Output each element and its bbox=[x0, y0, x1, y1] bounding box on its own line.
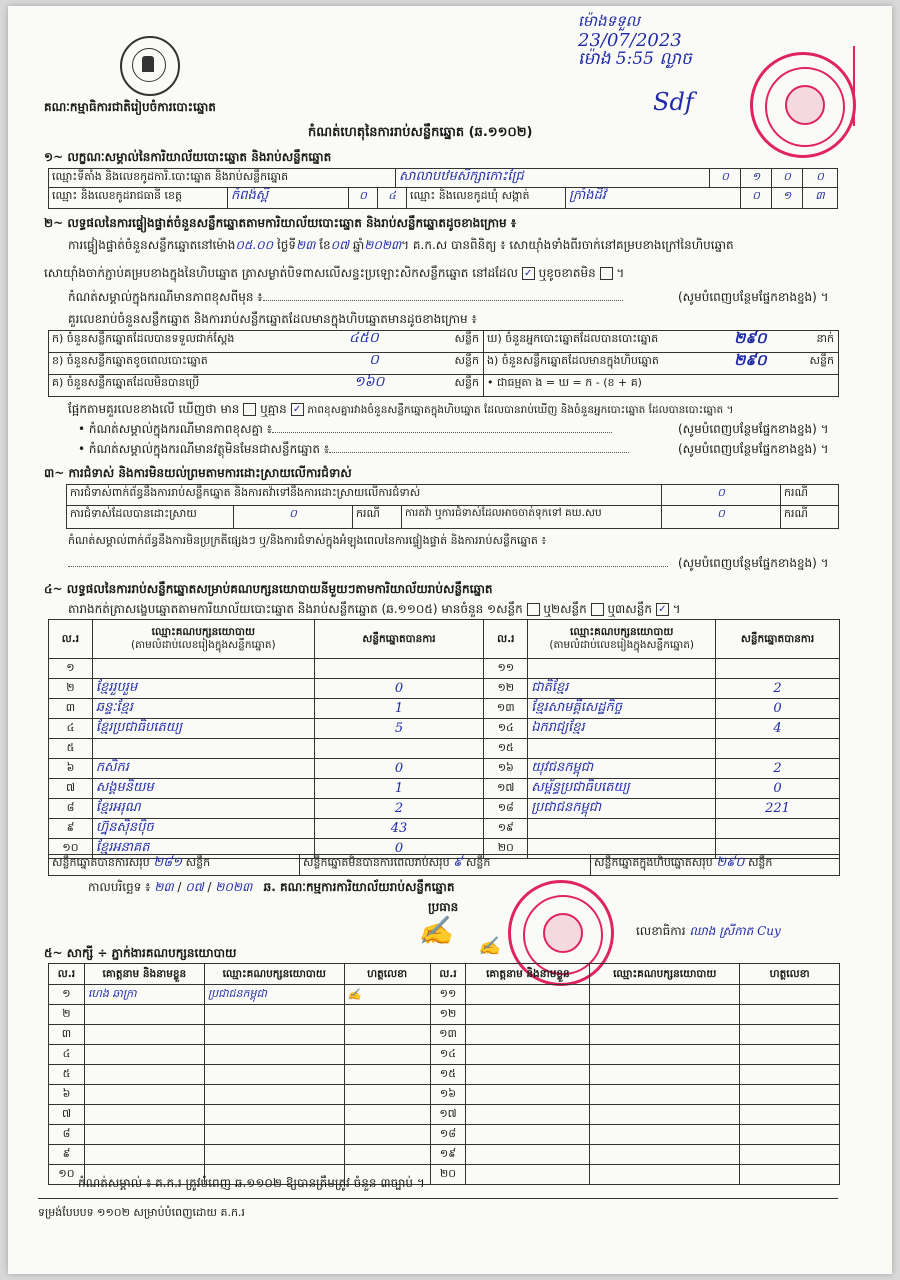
row-number: ១០ bbox=[49, 839, 93, 859]
empty-cell bbox=[740, 1165, 840, 1185]
chairman-label: ប្រធាន bbox=[428, 900, 459, 914]
code-digit: ១ bbox=[771, 187, 803, 209]
row-number: ៩ bbox=[49, 1145, 85, 1165]
form-footer: ទម្រង់បែបបទ ១១០២ សម្រាប់បំពេញដោយ គ.ក.រ bbox=[38, 1206, 245, 1219]
row-number: ១៧ bbox=[484, 779, 528, 799]
s1-location-label: ឈ្មោះទីតាំង និងលេខកូដការិ.បោះឆ្នោត និងរាប់សន្លឹកឆ្នោត bbox=[48, 168, 396, 188]
row-number: ១០ bbox=[49, 1165, 85, 1185]
vote-count: 4 bbox=[716, 719, 840, 739]
results-table bbox=[48, 619, 840, 859]
row-number: ១ bbox=[49, 659, 93, 679]
s4-sheets-line: តារាងកត់ត្រាសង្ខេបឆ្នោតតាមការិយាល័យបោះឆ្នោត និងរាប់សន្លឹកឆ្នោត (ឆ.១១០៥) មានចំនួន ១សន្លឹក ឬ២សន្លឹក ឬ៣សន្លឹក ✓ ។ bbox=[68, 602, 681, 616]
s3-note: កំណត់សម្គាល់ពាក់ព័ន្ធនឹងការមិនប្រក្រតីផ្សេងៗ ឬ/និងការជំទាស់ក្នុងអំឡុងពេលនៃការផ្ទៀងផ្ទាត់ និងការរាប់សន្លឹកឆ្នោត ៖ bbox=[68, 534, 547, 547]
fill-hint: (សូមបំពេញបន្ថែមផ្នែកខាងខ្នង) ។ bbox=[678, 422, 829, 436]
fill-hint: (សូមបំពេញបន្ថែមផ្នែកខាងខ្នង) ។ bbox=[678, 290, 829, 304]
code-digit: ៣ bbox=[802, 187, 838, 209]
form-title: កំណត់ហេតុនៃការរាប់សន្លឹកឆ្នោត (ឆ.១១០២) bbox=[308, 125, 533, 140]
empty-cell bbox=[740, 1105, 840, 1125]
s2-line1: ការផ្ទៀងផ្ទាត់ចំនួនសន្លឹកឆ្នោតនៅម៉ោង០៥.០០ ថ្ងៃទី២៣ ខែ០៧ ឆ្នាំ២០២៣។ គ.ក.ស បានពិនិត្យ ៖ សោយ៉ាំងទាំងពីរចាក់នៅគម្របខាងក្រៅនៃហិបឆ្នោត bbox=[68, 238, 734, 252]
count-c-row: គ) ចំនួនសន្លឹកឆ្នោតដែលមិនបានប្រើ ១៦០ សន្លឹក bbox=[48, 374, 484, 397]
table-row bbox=[49, 679, 840, 699]
vote-count: 2 bbox=[314, 799, 484, 819]
witness-party bbox=[204, 1065, 344, 1085]
empty-cell bbox=[740, 1045, 840, 1065]
s2-diff-line: ផ្អែកតាមគួរលេខខាងលើ ឃើញថា មាន ឬគ្មាន ✓ ភាពខុសគ្នារវាងចំនួនសន្លឹកឆ្នោតក្នុងហិបឆ្នោត ដែលបានរាប់ឃើញ និងចំនួនអ្នកបោះឆ្នោត ដែលបានបោះឆ្នោត ។ bbox=[68, 402, 734, 416]
empty-cell bbox=[466, 1125, 590, 1145]
vote-count: 0 bbox=[314, 759, 484, 779]
row-number: ៤ bbox=[49, 1045, 85, 1065]
party-name bbox=[528, 659, 716, 679]
party-name: សង្គមនិយម bbox=[92, 779, 314, 799]
witness-name bbox=[84, 1045, 204, 1065]
vote-count: 0 bbox=[716, 699, 840, 719]
vote-count: 0 bbox=[314, 679, 484, 699]
s2-line2: សោយ៉ាំងចាក់ភ្ជាប់គម្របខាងក្នុងនៃហិបឆ្នោត ត្រាសម្ងាត់បិទពាសលើសន្ទះប្រឡោះសិកសន្លឹកឆ្នោត នៅដដែល ✓ ឬខូចខាតមិន ។ bbox=[44, 266, 625, 280]
chairman-signature: ✍ bbox=[418, 914, 453, 947]
row-number: ៣ bbox=[49, 1025, 85, 1045]
vote-count: 221 bbox=[716, 799, 840, 819]
s3-note-line bbox=[68, 556, 668, 570]
receipt-signature: Sdf bbox=[653, 88, 694, 116]
empty-cell bbox=[740, 1005, 840, 1025]
table-row bbox=[49, 1065, 840, 1085]
witness-sig bbox=[344, 1005, 430, 1025]
vote-count: 2 bbox=[716, 759, 840, 779]
row-number: ៤ bbox=[49, 719, 93, 739]
section4-title: ៤~ លទ្ធផលនៃការរាប់សន្លឹកឆ្នោតសម្រាប់គណបក្សនយោបាយនីមួយៗតាមការិយាល័យរាប់សន្លឹកឆ្នោត bbox=[44, 582, 493, 596]
empty-cell bbox=[466, 1145, 590, 1165]
table-row bbox=[49, 699, 840, 719]
party-name bbox=[92, 739, 314, 759]
row-number: ១៤ bbox=[430, 1045, 466, 1065]
code-digit: ៤ bbox=[377, 187, 407, 209]
vote-count bbox=[716, 659, 840, 679]
section1-title: ១~ លក្ខណៈសម្គាល់នៃការិយាល័យបោះឆ្នោត និងរាប់សន្លឹកឆ្នោត bbox=[44, 150, 332, 164]
row-number: ១១ bbox=[484, 659, 528, 679]
resolved-count: ០ bbox=[233, 505, 353, 529]
diff-no-checkbox[interactable]: ✓ bbox=[291, 403, 304, 416]
s2-note1: កំណត់សម្គាល់ក្នុងករណីមានភាពខុសពីមុន ៖ bbox=[68, 290, 623, 304]
empty-cell bbox=[590, 1045, 740, 1065]
col-sig-header: ហត្ថលេខា bbox=[740, 964, 840, 985]
s1-province-label: ឈ្មោះ និងលេខកូដរាជធានី ខេត្ត bbox=[48, 187, 228, 209]
empty-cell bbox=[590, 1005, 740, 1025]
row-number: ៥ bbox=[49, 739, 93, 759]
empty-cell bbox=[466, 1045, 590, 1065]
witness-party bbox=[204, 1045, 344, 1065]
col-no-header: ល.រ bbox=[49, 620, 93, 659]
witness-party bbox=[204, 1005, 344, 1025]
row-number: ៥ bbox=[49, 1065, 85, 1085]
col-party-header: ឈ្មោះគណបក្សនយោបាយ (តាមលំដាប់លេខរៀងក្នុងសន្លឹកឆ្នោត) bbox=[92, 620, 314, 659]
row-number: ២ bbox=[49, 679, 93, 699]
empty-cell bbox=[466, 1105, 590, 1125]
witness-name: ហេង ឆាក្រា bbox=[84, 985, 204, 1005]
table-row bbox=[49, 1045, 840, 1065]
empty-cell bbox=[466, 1165, 590, 1185]
witness-party: ប្រជាជនកម្ពុជា bbox=[204, 985, 344, 1005]
row-number: ១៥ bbox=[484, 739, 528, 759]
document-page bbox=[8, 6, 892, 1274]
col-no-header: ល.រ bbox=[49, 964, 85, 985]
empty-cell bbox=[590, 1105, 740, 1125]
vote-count: 0 bbox=[716, 779, 840, 799]
code-digit: ០ bbox=[771, 168, 803, 188]
empty-cell bbox=[466, 1065, 590, 1085]
row-number: ១៣ bbox=[430, 1025, 466, 1045]
witness-name bbox=[84, 1145, 204, 1165]
s2-counts-intro: គួរលេខរាប់ចំនួនសន្លឹកឆ្នោត និងការរាប់សន្លឹកឆ្នោតដែលមានក្នុងហិបឆ្នោតមានដូចខាងក្រោម ៖ bbox=[68, 312, 477, 326]
s1-province-value: កំពង់ស្ពឺ bbox=[227, 187, 349, 209]
row-number: ៨ bbox=[49, 799, 93, 819]
row-number: ១៨ bbox=[484, 799, 528, 819]
empty-cell bbox=[740, 1125, 840, 1145]
org-name: គណៈកម្មាធិការជាតិរៀបចំការបោះឆ្នោត bbox=[44, 100, 216, 114]
witness-name bbox=[84, 1085, 204, 1105]
empty-cell bbox=[466, 1085, 590, 1105]
diff-yes-checkbox[interactable] bbox=[243, 403, 256, 416]
forwarded-count: ០ bbox=[661, 505, 781, 529]
row-number: ១ bbox=[49, 985, 85, 1005]
witness-sig bbox=[344, 1065, 430, 1085]
fill-hint: (សូមបំពេញបន្ថែមផ្នែកខាងខ្នង) ។ bbox=[678, 556, 829, 570]
empty-cell bbox=[590, 1025, 740, 1045]
count-d-row: ឃ) ចំនួនអ្នកបោះឆ្នោតដែលបានបោះឆ្នោត ២៩០ នាក់ bbox=[483, 330, 839, 353]
vote-count bbox=[716, 739, 840, 759]
row-number: ៦ bbox=[49, 1085, 85, 1105]
witness-name bbox=[84, 1065, 204, 1085]
party-name: ខ្មែរអរុណ bbox=[92, 799, 314, 819]
party-name bbox=[528, 739, 716, 759]
vote-count: 0 bbox=[314, 839, 484, 859]
empty-cell bbox=[466, 1025, 590, 1045]
row-number: ៨ bbox=[49, 1125, 85, 1145]
table-row bbox=[49, 659, 840, 679]
witness-party bbox=[204, 1145, 344, 1165]
s1-commune-label: ឈ្មោះ និងលេខកូដឃុំ សង្កាត់ bbox=[406, 187, 566, 209]
row-number: ៧ bbox=[49, 1105, 85, 1125]
chairman-signature-2: ✍ bbox=[478, 936, 501, 957]
footer-divider bbox=[38, 1198, 838, 1199]
row-number: ១២ bbox=[484, 679, 528, 699]
total-invalid: សន្លឹកឆ្នោតមិនបានការពេលរាប់សរុប ៩ សន្លឹក bbox=[299, 854, 591, 876]
party-name: ជាតិខ្មែរ bbox=[528, 679, 716, 699]
count-a-row: ក) ចំនួនសន្លឹកឆ្នោតដែលបានទទួលជាក់ស្តែង ៤៥០ សន្លឹក bbox=[48, 330, 484, 353]
objection-row-label: ការជំទាស់ពាក់ព័ន្ធនឹងការរាប់សន្លឹកឆ្នោត និងការតវ៉ាទៅនឹងការដោះស្រាយលើការជំទាស់ bbox=[66, 484, 662, 506]
party-name bbox=[528, 819, 716, 839]
row-number: ១១ bbox=[430, 985, 466, 1005]
table-row bbox=[49, 819, 840, 839]
witness-name bbox=[84, 1005, 204, 1025]
vote-count: 1 bbox=[314, 779, 484, 799]
party-name: ឯករាជ្យខ្មែរ bbox=[528, 719, 716, 739]
empty-cell bbox=[590, 1065, 740, 1085]
party-name: សម្ព័ន្ធប្រជាធិបតេយ្យ bbox=[528, 779, 716, 799]
witness-name bbox=[84, 1105, 204, 1125]
col-no-header: ល.រ bbox=[484, 620, 528, 659]
case-label: ករណី bbox=[780, 484, 839, 506]
s2-bullet2: • កំណត់សម្គាល់ក្នុងករណីមានវត្ថុមិនមែនជាសន្លឹកឆ្នោត ៖ bbox=[78, 442, 629, 456]
empty-cell bbox=[466, 985, 590, 1005]
secretary-line: លេខាធិការ ឈាង ស្រីកាត Cuy bbox=[636, 924, 781, 938]
empty-cell bbox=[740, 1145, 840, 1165]
code-digit: ០ bbox=[709, 168, 741, 188]
objection-count: ០ bbox=[661, 484, 781, 506]
section3-title: ៣~ ការជំទាស់ និងការមិនយល់ព្រមតាមការដោះស្រាយលើការជំទាស់ bbox=[44, 466, 352, 480]
row-number: ១៦ bbox=[430, 1085, 466, 1105]
witness-sig bbox=[344, 1105, 430, 1125]
row-number: ១២ bbox=[430, 1005, 466, 1025]
vote-count bbox=[716, 819, 840, 839]
col-name-header: គោត្តនាម និងនាមខ្លួន bbox=[84, 964, 204, 985]
formula: • ជាធម្មតា ង = ឃ = ក - (ខ + គ) bbox=[483, 374, 839, 397]
col-no-header: ល.រ bbox=[430, 964, 466, 985]
witness-party bbox=[204, 1025, 344, 1045]
col-votes-header: សន្លឹកឆ្នោតបានការ bbox=[314, 620, 484, 659]
witness-table bbox=[48, 963, 840, 1185]
row-number: ២០ bbox=[484, 839, 528, 859]
party-name: ខ្មែរប្រជាធិបតេយ្យ bbox=[92, 719, 314, 739]
col-party-header: ឈ្មោះគណបក្សនយោបាយ (តាមលំដាប់លេខរៀងក្នុងសន្លឹកឆ្នោត) bbox=[528, 620, 716, 659]
row-number: ៩ bbox=[49, 819, 93, 839]
total-box: សន្លឹកឆ្នោតក្នុងហិបឆ្នោតសរុប ២៩០ សន្លឹក bbox=[590, 854, 840, 876]
table-row bbox=[49, 1145, 840, 1165]
vote-count: 43 bbox=[314, 819, 484, 839]
code-digit: ០ bbox=[740, 187, 772, 209]
party-name: ឆន្ទៈខ្មែរ bbox=[92, 699, 314, 719]
s1-commune-value: ក្រាំងដីវ៉ bbox=[565, 187, 741, 209]
row-number: ២ bbox=[49, 1005, 85, 1025]
two-sheet-checkbox[interactable] bbox=[591, 603, 604, 616]
s1-location-value: សាលាបឋមសិក្សាកោះជ្រៃ bbox=[395, 168, 710, 188]
empty-cell bbox=[740, 1025, 840, 1045]
table-row bbox=[49, 1085, 840, 1105]
table-row bbox=[49, 739, 840, 759]
witness-sig bbox=[344, 1085, 430, 1105]
case-label: ករណី bbox=[352, 505, 402, 529]
empty-cell bbox=[740, 1065, 840, 1085]
col-name-header: គោត្តនាម និងនាមខ្លួន bbox=[466, 964, 590, 985]
col-sig-header: ហត្ថលេខា bbox=[344, 964, 430, 985]
empty-cell bbox=[466, 1005, 590, 1025]
forwarded-label: ការតវ៉ា ឬការជំទាស់ដែលអាចចាត់ទុកទៅ គឃ.សប bbox=[401, 505, 662, 529]
table-row bbox=[49, 759, 840, 779]
table-row bbox=[49, 779, 840, 799]
witness-sig: ✍ bbox=[344, 985, 430, 1005]
count-e-row: ង) ចំនួនសន្លឹកឆ្នោតដែលមានក្នុងហិបឆ្នោត ២៩០ សន្លឹក bbox=[483, 352, 839, 375]
receipt-note: ម៉ោងទទួល 23/07/2023 ម៉ោង 5:55 ល្ងាច bbox=[578, 12, 692, 69]
vote-count bbox=[314, 739, 484, 759]
party-name: ខ្មែរអនាគត bbox=[92, 839, 314, 859]
empty-cell bbox=[590, 1165, 740, 1185]
vote-count: 2 bbox=[716, 679, 840, 699]
party-name: ប្រជាជនកម្ពុជា bbox=[528, 799, 716, 819]
party-name: យុវជនកម្ពុជា bbox=[528, 759, 716, 779]
table-row bbox=[49, 1025, 840, 1045]
empty-cell bbox=[740, 1085, 840, 1105]
vote-count: 5 bbox=[314, 719, 484, 739]
witness-sig bbox=[344, 1125, 430, 1145]
date-line: កាលបរិច្ឆេទ ៖ ២៣ / ០៧ / ២០២៣ ឆ. គណៈកម្មការការិយាល័យរាប់សន្លឹកឆ្នោត bbox=[88, 880, 455, 894]
empty-cell bbox=[590, 1125, 740, 1145]
stamp-mark bbox=[853, 46, 855, 126]
witness-name bbox=[84, 1025, 204, 1045]
table-row bbox=[49, 1005, 840, 1025]
witness-sig bbox=[344, 1145, 430, 1165]
table-row bbox=[49, 719, 840, 739]
nec-emblem-icon bbox=[120, 36, 180, 96]
witness-name bbox=[84, 1125, 204, 1145]
col-votes-header: សន្លឹកឆ្នោតបានការ bbox=[716, 620, 840, 659]
table-row bbox=[49, 1105, 840, 1125]
intact-checkbox[interactable]: ✓ bbox=[522, 267, 535, 280]
party-name: ខ្មែរសាមគ្គីសេដ្ឋកិច្ច bbox=[528, 699, 716, 719]
section2-title: ២~ លទ្ធផលនៃការផ្ទៀងផ្ទាត់ចំនួនសន្លឹកឆ្នោតតាមការិយាល័យបោះឆ្នោត និងរាប់សន្លឹកឆ្នោតដូចខាងក្រោម ៖ bbox=[44, 216, 517, 230]
row-number: ១៥ bbox=[430, 1065, 466, 1085]
row-number: ១៣ bbox=[484, 699, 528, 719]
case-label: ករណី bbox=[780, 505, 839, 529]
party-name: ហ្វ៊ុនស៊ិនប៉ិច bbox=[92, 819, 314, 839]
empty-cell bbox=[590, 1145, 740, 1165]
table-row bbox=[49, 985, 840, 1005]
one-sheet-checkbox[interactable] bbox=[527, 603, 540, 616]
final-note: កំណត់សម្គាល់ ៖ គ.ក.រ ត្រូវបំពេញ ឆ.១១០២ ឱ្យបានត្រឹមត្រូវ ចំនួន ៣ច្បាប់ ។ bbox=[78, 1176, 425, 1190]
row-number: ១៦ bbox=[484, 759, 528, 779]
table-row bbox=[49, 1125, 840, 1145]
code-digit: ០ bbox=[348, 187, 378, 209]
row-number: ១៩ bbox=[430, 1145, 466, 1165]
row-number: ១៩ bbox=[484, 819, 528, 839]
damaged-checkbox[interactable] bbox=[600, 267, 613, 280]
empty-cell bbox=[590, 985, 740, 1005]
empty-cell bbox=[590, 1085, 740, 1105]
code-digit: ០ bbox=[802, 168, 838, 188]
row-number: ២០ bbox=[430, 1165, 466, 1185]
witness-party bbox=[204, 1085, 344, 1105]
total-valid: សន្លឹកឆ្នោតបានការសរុប ២៨១ សន្លឹក bbox=[48, 854, 300, 876]
row-number: ១៧ bbox=[430, 1105, 466, 1125]
count-b-row: ខ) ចំនួនសន្លឹកឆ្នោតខូចពេលបោះឆ្នោត ០ សន្លឹក bbox=[48, 352, 484, 375]
party-name: ខ្មែររួបរួម bbox=[92, 679, 314, 699]
s2-bullet1: • កំណត់សម្គាល់ក្នុងករណីមានភាពខុសគ្នា ៖ bbox=[78, 422, 612, 436]
vote-count: 1 bbox=[314, 699, 484, 719]
row-number: ៣ bbox=[49, 699, 93, 719]
witness-sig bbox=[344, 1045, 430, 1065]
code-digit: ១ bbox=[740, 168, 772, 188]
resolved-label: ការជំទាស់ដែលបានដោះស្រាយ bbox=[66, 505, 234, 529]
three-sheet-checkbox[interactable]: ✓ bbox=[656, 603, 669, 616]
row-number: ៧ bbox=[49, 779, 93, 799]
row-number: ១៤ bbox=[484, 719, 528, 739]
empty-cell bbox=[740, 985, 840, 1005]
party-name: កសិករ bbox=[92, 759, 314, 779]
party-name bbox=[92, 659, 314, 679]
vote-count bbox=[314, 659, 484, 679]
col-party-header: ឈ្មោះគណបក្សនយោបាយ bbox=[590, 964, 740, 985]
fill-hint: (សូមបំពេញបន្ថែមផ្នែកខាងខ្នង) ។ bbox=[678, 442, 829, 456]
row-number: ៦ bbox=[49, 759, 93, 779]
official-stamp bbox=[750, 52, 856, 158]
witness-party bbox=[204, 1105, 344, 1125]
table-row bbox=[49, 799, 840, 819]
witness-sig bbox=[344, 1025, 430, 1045]
section5-title: ៥~ សាក្សី ÷ ភ្នាក់ងារគណបក្សនយោបាយ bbox=[44, 946, 237, 960]
row-number: ១៨ bbox=[430, 1125, 466, 1145]
col-party-header: ឈ្មោះគណបក្សនយោបាយ bbox=[204, 964, 344, 985]
witness-party bbox=[204, 1125, 344, 1145]
